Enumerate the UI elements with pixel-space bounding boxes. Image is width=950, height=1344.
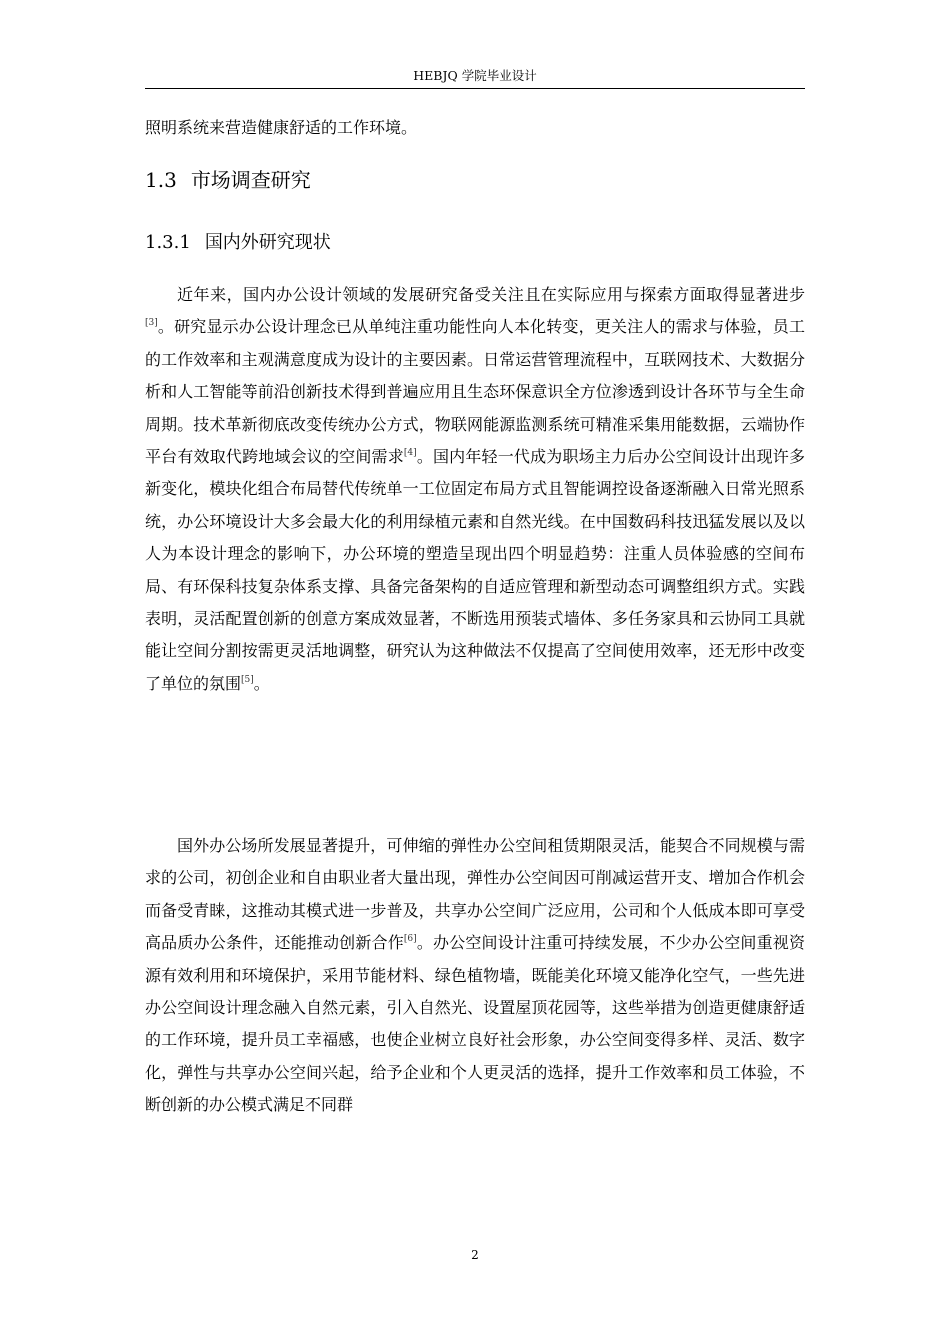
paragraph-text: 。研究显示办公设计理念已从单纯注重功能性向人本化转变，更关注人的需求与体验，员工的工作效率和主观满意度成为设计的主要因素。日常运营管理流程中，互联网技术、大数据分析和人工智能等前沿创新技术得到普遍应用且生态环保意识全方位渗透到设计各环节与全生命周期。技术革新彻底改变传统办公方式，物联网能源监测系统可精准采集用能数据，云端协作平台有效取代跨地域会议的空间需求	[145, 317, 805, 467]
paragraph-text: 。	[253, 673, 270, 693]
citation-ref: [4]	[403, 448, 417, 459]
section-number: 1.3	[145, 168, 177, 192]
citation-ref: [6]	[403, 934, 417, 945]
paragraph-text: 国外办公场所发展显著提升，可伸缩的弹性办公空间租赁期限灵活，能契合不同规模与需求的公司，初创企业和自由职业者大量出现，弹性办公空间因可削减运营开支、增加合作机会而备受青睐，这推动其模式进一步普及，共享办公空间广泛应用，公司和个人低成本即可享受高品质办公条件，还能推动创新合作	[145, 836, 805, 953]
intro-line: 照明系统来营造健康舒适的工作环境。	[145, 118, 418, 137]
subsection-title: 国内外研究现状	[204, 232, 331, 253]
header-title: HEBJQ 学院毕业设计	[413, 68, 537, 83]
section-title: 市场调查研究	[190, 168, 311, 192]
page-number: 2	[471, 1248, 479, 1262]
paragraph-text: 。办公空间设计注重可持续发展，不少办公空间重视资源有效利用和环境保护，采用节能材料、绿色植物墙，既能美化环境又能净化空气，一些先进办公空间设计理念融入自然元素，引入自然光、设置屋顶花园等，这些举措为创造更健康舒适的工作环境，提升员工幸福感，也使企业树立良好社会形象，办公空间变得多样、灵活、数字化，弹性与共享办公空间兴起，给予企业和个人更灵活的选择，提升工作效率和员工体验，不断创新的办公模式满足不同群	[145, 933, 805, 1115]
subsection-number: 1.3.1	[145, 232, 191, 253]
citation-ref: [3]	[145, 318, 158, 329]
paragraph-domestic	[145, 279, 805, 700]
paragraph-text: 近年来，国内办公设计领域的发展研究备受关注且在实际应用与探索方面取得显著进步	[177, 285, 805, 304]
paragraph-foreign	[145, 830, 805, 1122]
citation-ref: [5]	[241, 674, 254, 685]
section-heading	[145, 165, 805, 195]
paragraph-text: 。国内年轻一代成为职场主力后办公空间设计出现许多新变化，模块化组合布局替代传统单一工位固定布局方式且智能调控设备逐渐融入日常光照系统，办公环境设计大多会最大化的利用绿植元素和自然光线。在中国数码科技迅猛发展以及以人为本设计理念的影响下，办公环境的塑造呈现出四个明显趋势：注重人员体验感的空间布局、有环保科技复杂体系支撑、具备完备架构的自适应管理和新型动态可调整组织方式。实践表明，灵活配置创新的创意方案成效显著，不断选用预装式墙体、多任务家具和云协同工具就能让空间分割按需更灵活地调整，研究认为这种做法不仅提高了空间使用效率，还无形中改变了单位的氛围	[145, 447, 805, 693]
subsection-heading	[145, 229, 805, 257]
page-header	[145, 66, 805, 89]
